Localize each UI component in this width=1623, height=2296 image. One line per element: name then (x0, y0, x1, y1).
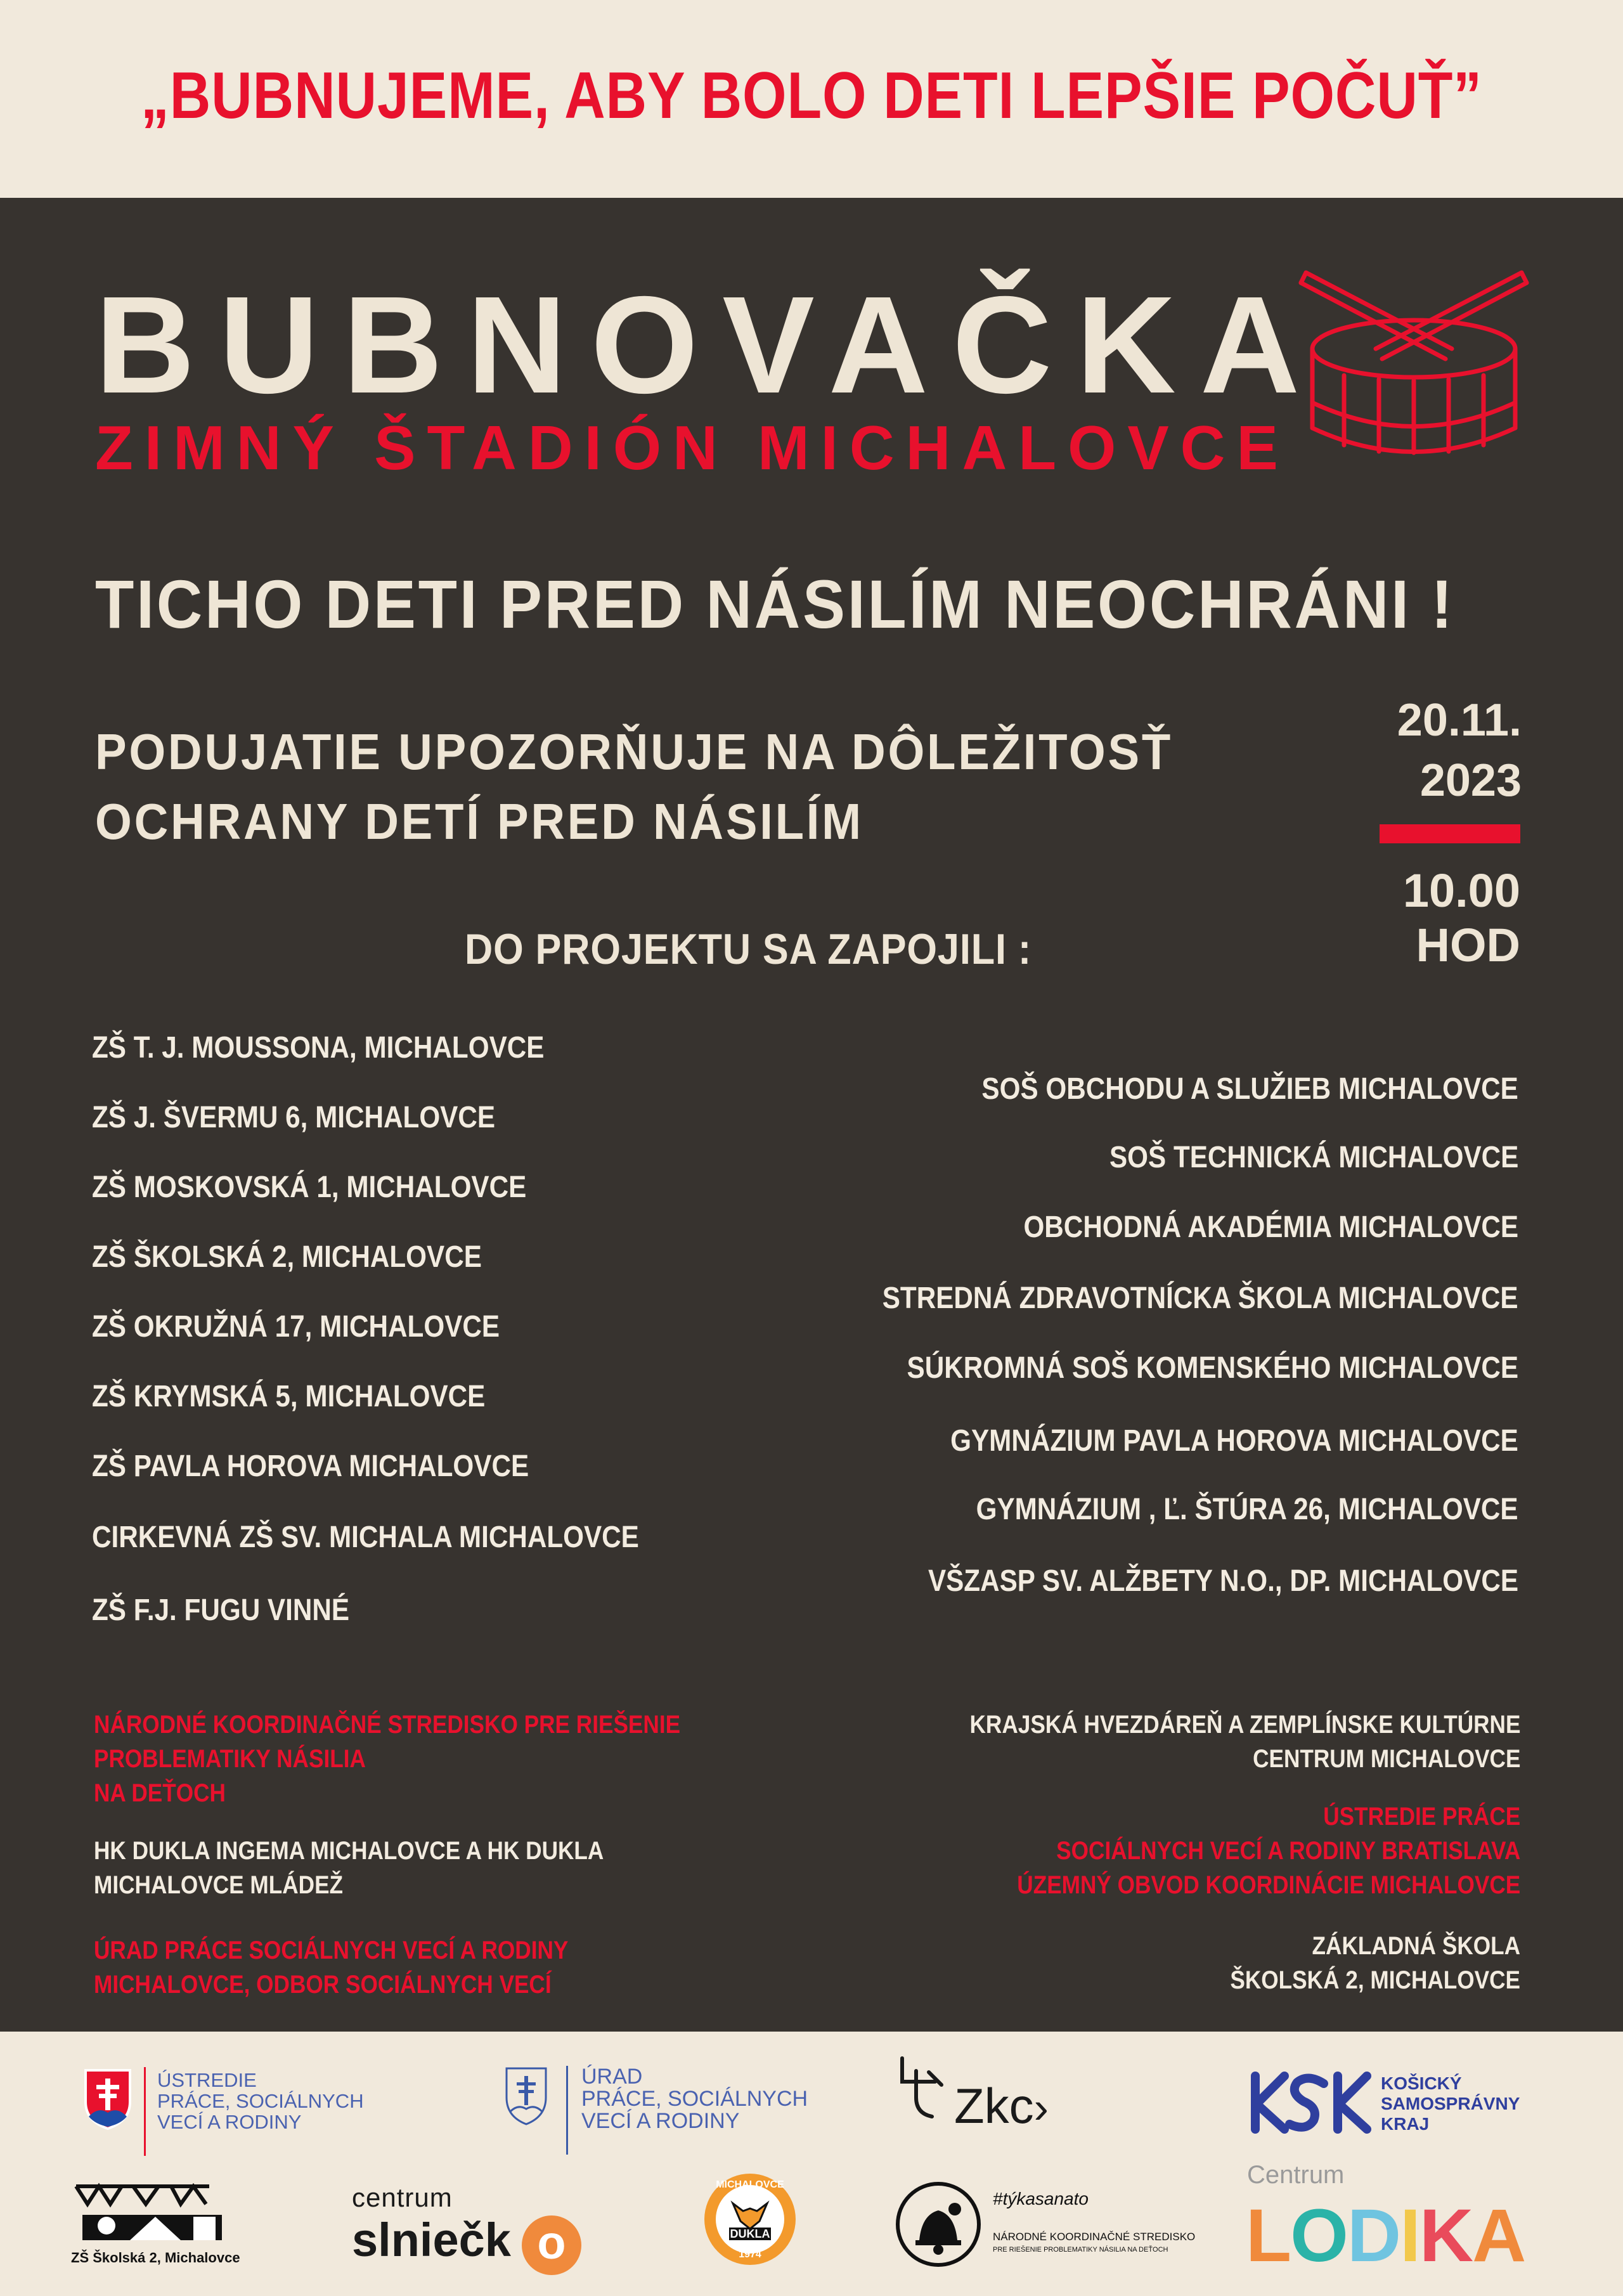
lodika-letter-k: K (1419, 2194, 1473, 2278)
zs-skolska-caption: ZŠ Školská 2, Michalovce (71, 2250, 240, 2266)
school-left-8: CIRKEVNÁ ZŠ SV. MICHALA MICHALOVCE (92, 1521, 639, 1554)
lodika-letter-l: L (1246, 2194, 1291, 2278)
zkc-logo-text: Zkc (954, 2078, 1034, 2134)
tykasanato-logo (894, 2180, 1196, 2272)
nks-caption (993, 2231, 1195, 2256)
urad-logo-line-2: PRÁCE, SOCIÁLNYCH (581, 2087, 808, 2111)
upsvr-logo-text (157, 2070, 364, 2132)
dukla-top-text: MICHALOVCE (716, 2179, 784, 2190)
school-left-6: ZŠ KRYMSKÁ 5, MICHALOVCE (92, 1380, 486, 1413)
organizer-ustredie-line-3: ÚZEMNÝ OBVOD KOORDINÁCIE MICHALOVCE (1017, 1871, 1520, 1899)
organizer-zs-skolska-line-1: ZÁKLADNÁ ŠKOLA (1312, 1932, 1520, 1960)
school-left-2: ZŠ J. ŠVERMU 6, MICHALOVCE (92, 1101, 496, 1134)
organizer-hk-dukla-line-2: MICHALOVCE MLÁDEŽ (94, 1871, 344, 1899)
school-left-4: ZŠ ŠKOLSKÁ 2, MICHALOVCE (92, 1240, 482, 1274)
school-right-8: VŠZASP SV. ALŽBETY N.O., DP. MICHALOVCE (928, 1564, 1518, 1598)
nks-caption-line-1: NÁRODNÉ KOORDINAČNÉ STREDISKO (993, 2231, 1196, 2243)
ksk-logo-line-2: SAMOSPRÁVNY (1381, 2094, 1520, 2113)
organizer-zs-skolska (1230, 1929, 1520, 1997)
subtitle-line-2: OCHRANY DETÍ PRED NÁSILÍM (95, 793, 863, 850)
slovak-emblem-outline-icon (504, 2066, 548, 2127)
organizer-nks-line-2: PROBLEMATIKY NÁSILIA (94, 1745, 366, 1773)
lodika-letter-i: I (1400, 2194, 1419, 2278)
zkc-mark-icon (897, 2053, 948, 2123)
slogan: „BUBNUJEME, ABY BOLO DETI LEPŠIE POČUŤ” (141, 59, 1482, 133)
lodika-top-text: Centrum (1247, 2161, 1345, 2189)
upsvr-logo-line-1: ÚSTREDIE (157, 2069, 257, 2091)
bell-icon (894, 2180, 983, 2269)
organizer-ustredie-line-2: SOCIÁLNYCH VECÍ A RODINY BRATISLAVA (1056, 1837, 1520, 1865)
dukla-year-text: 1974 (739, 2249, 761, 2260)
drum-icon (1293, 266, 1534, 463)
school-right-2: SOŠ TECHNICKÁ MICHALOVCE (1109, 1141, 1518, 1174)
upsvr-logo (82, 2067, 364, 2134)
organizer-upsvr-michalovce-line-2: MICHALOVCE, ODBOR SOCIÁLNYCH VECÍ (94, 1971, 552, 1999)
event-date-day: 20.11. (1397, 695, 1522, 746)
dukla-logo (702, 2172, 798, 2270)
slniecko-sun-letter: o (522, 2215, 581, 2275)
organizer-hk-dukla-line-1: HK DUKLA INGEMA MICHALOVCE A HK DUKLA (94, 1837, 604, 1865)
organizer-hvezdaren-line-1: KRAJSKÁ HVEZDÁREŇ A ZEMPLÍNSKE KULTÚRNE (969, 1711, 1520, 1739)
school-right-7: GYMNÁZIUM , Ľ. ŠTÚRA 26, MICHALOVCE (976, 1493, 1518, 1526)
school-left-9: ZŠ F.J. FUGU VINNÉ (92, 1593, 350, 1627)
school-left-3: ZŠ MOSKOVSKÁ 1, MICHALOVCE (92, 1171, 527, 1204)
urad-logo (504, 2065, 808, 2133)
lodika-letter-a: A (1472, 2194, 1525, 2278)
upsvr-logo-line-2: PRÁCE, SOCIÁLNYCH (157, 2090, 364, 2112)
organizer-hvezdaren-line-2: CENTRUM MICHALOVCE (1252, 1745, 1520, 1773)
school-right-3: OBCHODNÁ AKADÉMIA MICHALOVCE (1023, 1210, 1518, 1244)
organizer-upsvr-michalovce-line-1: ÚRAD PRÁCE SOCIÁLNYCH VECÍ A RODINY (94, 1936, 569, 1964)
urad-logo-line-3: VECÍ A RODINY (581, 2109, 740, 2133)
headline: TICHO DETI PRED NÁSILÍM NEOCHRÁNI ! (95, 566, 1455, 642)
nks-caption-line-2: PRE RIEŠENIE PROBLEMATIKY NÁSILIA NA DEŤOCH (993, 2246, 1168, 2254)
school-right-5: SÚKROMNÁ SOŠ KOMENSKÉHO MICHALOVCE (907, 1351, 1518, 1385)
organizer-zs-skolska-line-2: ŠKOLSKÁ 2, MICHALOVCE (1230, 1966, 1520, 1994)
zs-skolska-mark-icon (70, 2180, 228, 2243)
school-right-6: GYMNÁZIUM PAVLA HOROVA MICHALOVCE (950, 1424, 1518, 1458)
ksk-logo (1248, 2068, 1520, 2141)
lodika-wordmark (1246, 2193, 1525, 2279)
slovak-coat-of-arms-icon (82, 2067, 133, 2131)
zkc-wordmark (954, 2077, 1049, 2135)
organizer-hvezdaren (969, 1708, 1520, 1776)
organizer-nks-line-1: NÁRODNÉ KOORDINAČNÉ STREDISKO PRE RIEŠENIE (94, 1711, 681, 1739)
dukla-mid-text: DUKLA (730, 2228, 770, 2240)
ksk-logo-line-1: KOŠICKÝ (1381, 2073, 1462, 2093)
lodika-letter-o: O (1290, 2194, 1347, 2278)
venue: ZIMNÝ ŠTADIÓN MICHALOVCE (95, 413, 1290, 483)
slniecko-main-text: slniečk (352, 2214, 511, 2266)
zs-skolska-logo (70, 2180, 240, 2266)
organizer-upsvr-michalovce (94, 1933, 568, 2002)
ksk-mark-icon (1248, 2068, 1374, 2138)
school-right-4: STREDNÁ ZDRAVOTNÍCKA ŠKOLA MICHALOVCE (883, 1281, 1518, 1315)
participants-heading: DO PROJEKTU SA ZAPOJILI : (465, 925, 1032, 973)
urad-logo-text (581, 2066, 808, 2132)
subtitle-line-1: PODUJATIE UPOZORŇUJE NA DÔLEŽITOSŤ (95, 723, 1174, 780)
event-date-year: 2023 (1419, 755, 1522, 806)
zkc-logo (897, 2053, 1049, 2134)
event-time-unit: HOD (1416, 919, 1520, 971)
event-time: 10.00 (1402, 864, 1520, 917)
upsvr-divider (144, 2067, 146, 2156)
ksk-logo-line-3: KRAJ (1381, 2114, 1430, 2134)
organizer-ustredie (1017, 1800, 1520, 1902)
urad-divider (566, 2066, 568, 2155)
upsvr-logo-line-3: VECÍ A RODINY (157, 2111, 302, 2133)
school-left-5: ZŠ OKRUŽNÁ 17, MICHALOVCE (92, 1310, 500, 1344)
school-left-1: ZŠ T. J. MOUSSONA, MICHALOVCE (92, 1031, 545, 1065)
ksk-logo-text (1381, 2073, 1520, 2134)
date-divider (1380, 824, 1520, 843)
event-title: BUBNOVAČKA (95, 268, 1324, 422)
school-right-1: SOŠ OBCHODU A SLUŽIEB MICHALOVCE (981, 1072, 1518, 1106)
lodika-letter-d: D (1347, 2194, 1400, 2278)
urad-logo-line-1: ÚRAD (581, 2065, 643, 2089)
tykasanato-hashtag: #týkasanato (993, 2189, 1089, 2208)
organizer-ustredie-line-1: ÚSTREDIE PRÁCE (1323, 1803, 1520, 1831)
zkc-arrow-icon: › (1033, 2083, 1049, 2132)
slniecko-top-text: centrum (352, 2182, 453, 2212)
organizer-nks (94, 1708, 680, 1810)
organizer-nks-line-3: NA DEŤOCH (94, 1779, 226, 1807)
school-left-7: ZŠ PAVLA HOROVA MICHALOVCE (92, 1450, 529, 1483)
organizer-hk-dukla (94, 1834, 604, 1902)
